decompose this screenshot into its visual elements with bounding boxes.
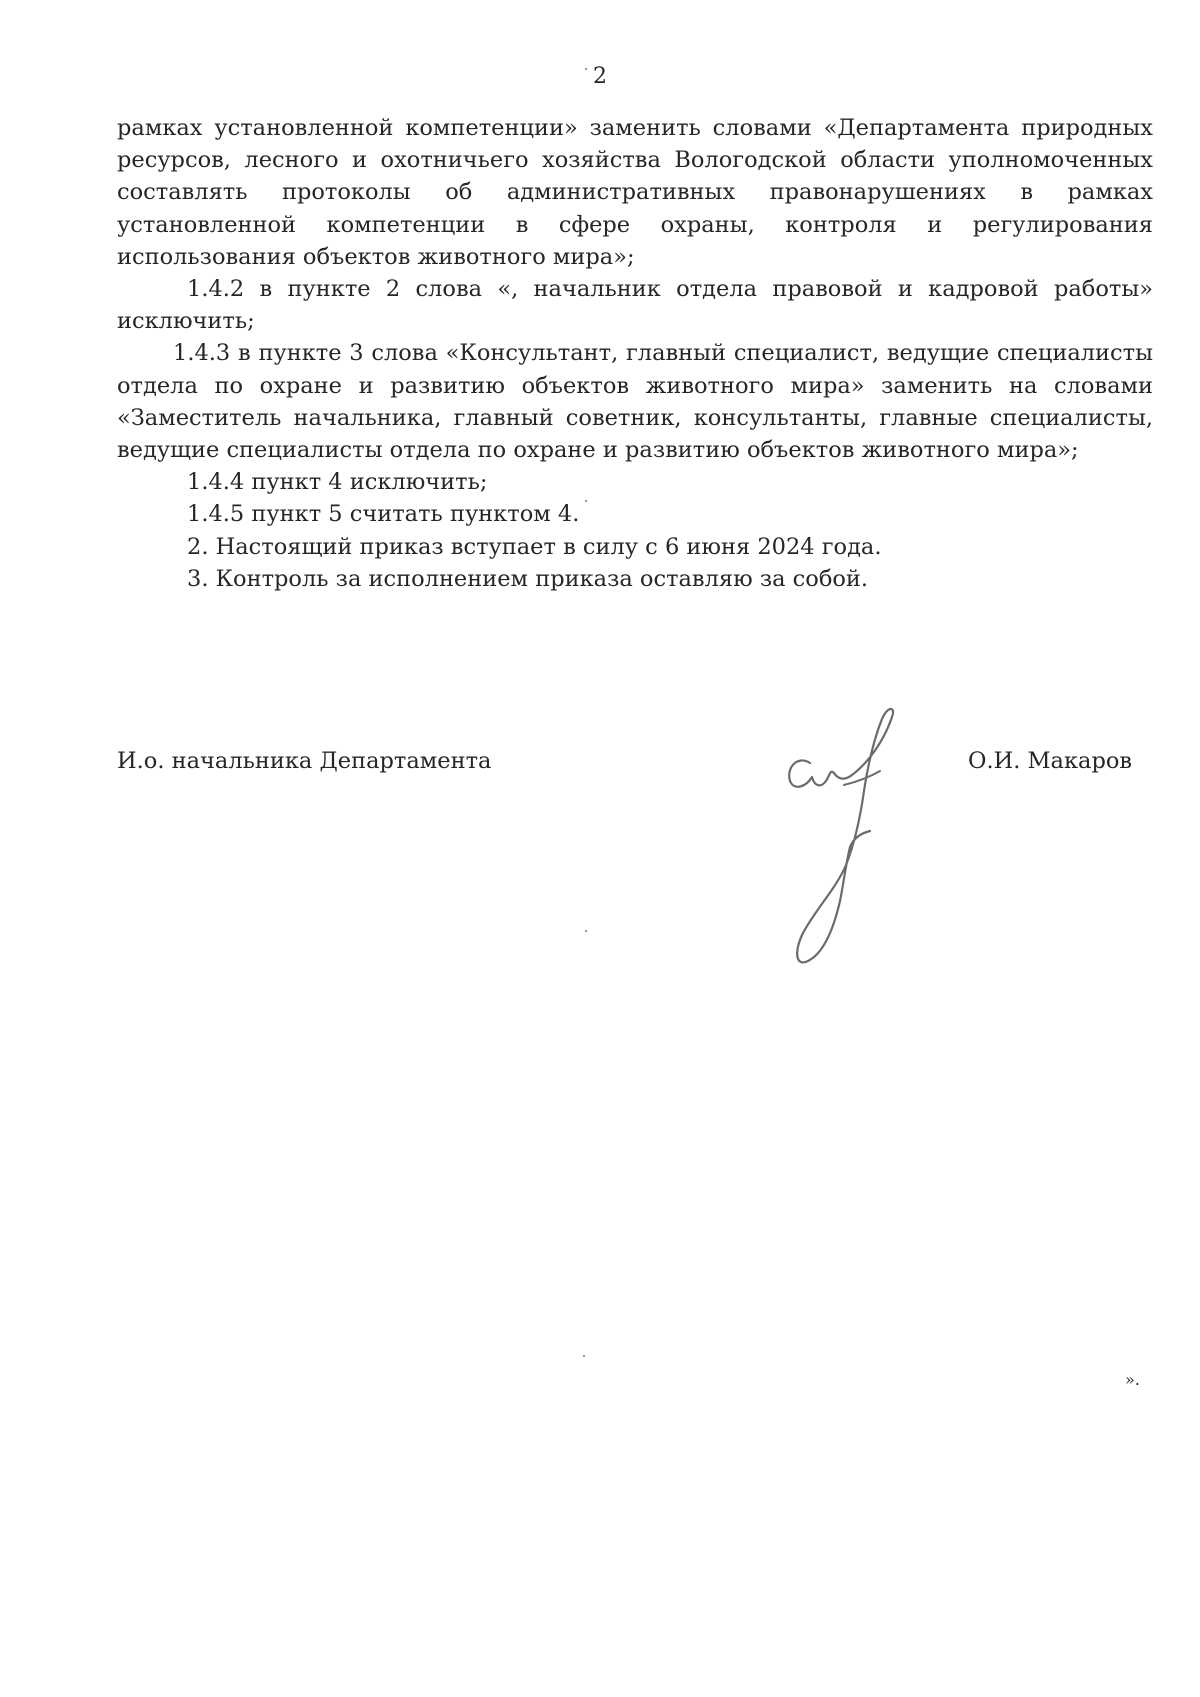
- paragraph-1-4-4: 1.4.4 пункт 4 исключить;: [187, 469, 488, 496]
- paragraph-1-4-3: 1.4.3 в пункте 3 слова «Консультант, главный специалист, ведущие специалисты отдела по охране и развитию объектов животного мира» заменить на словами «Заместитель начальника, главный советник, консультанты, главные специалисты, ведущие специалисты отдела по охране и развитию объектов животного мира»;: [117, 340, 1153, 464]
- scan-speck: [585, 930, 587, 932]
- signatory-position: И.о. начальника Департамента: [117, 748, 492, 774]
- paragraph-1-4-2: 1.4.2 в пункте 2 слова «, начальник отдела правовой и кадровой работы» исключить;: [117, 276, 1153, 335]
- paragraph-3-control: 3. Контроль за исполнением приказа оставляю за собой.: [187, 565, 869, 592]
- scan-speck: [585, 68, 587, 70]
- document-body: [117, 112, 1153, 595]
- page-number: 2: [593, 64, 607, 89]
- handwritten-signature: [780, 705, 940, 975]
- paragraph-continuation: рамках установленной компетенции» заменить словами «Департамента природных ресурсов, лесного и охотничьего хозяйства Вологодской области уполномоченных составлять протоколы об административных правонарушениях в рамках установленной компетенции в сфере охраны, контроля и регулирования использования объектов животного мира»;: [117, 115, 1153, 270]
- scan-speck: [583, 1355, 585, 1357]
- paragraph-2-effective-date: 2. Настоящий приказ вступает в силу с 6 июня 2024 года.: [187, 533, 882, 560]
- closing-quote-mark: ».: [1125, 1370, 1140, 1389]
- signatory-name: О.И. Макаров: [968, 748, 1133, 774]
- scan-speck: [585, 500, 587, 502]
- paragraph-1-4-5: 1.4.5 пункт 5 считать пунктом 4.: [187, 501, 580, 528]
